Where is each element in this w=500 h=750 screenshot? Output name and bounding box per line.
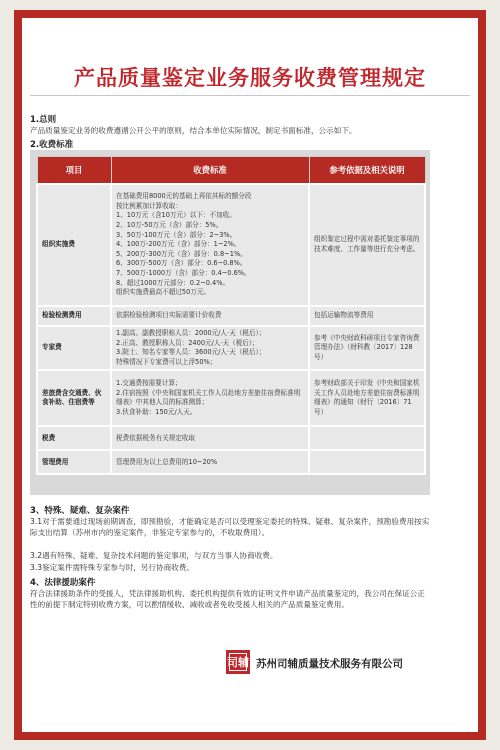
section3-paragraph-2: 3.2遇有特殊、疑难、复杂技术问题的鉴定事项，与双方当事人协商收费。 xyxy=(30,551,278,560)
row-standard: 管理费用为以上总费用的10~20% xyxy=(111,450,309,474)
row-item: 税费 xyxy=(37,426,111,450)
section4-text: 符合法律援助条件的受援人，凭法律援助机构、委托机构提供有效的证明文件申请产品质量鉴定的，我公司在保证公正性的前提下制定特别收费方案，可以酌情缓收、减收或者免收受援人相关的产品质量鉴定费用。 xyxy=(30,589,425,609)
header-note: 参考依据及相关说明 xyxy=(309,157,425,185)
row-item: 管理费用 xyxy=(37,450,111,474)
row-standard: 1.副高、副教授职称人员：2000元/人·天（税后）； 2.正高、教授职称人员：2400元/人·天（税后）； 3.院士、知名专家等人员：3600元/人·天（税后）； 特殊情况下专家费可以上浮50%； xyxy=(111,326,309,370)
section3-paragraph-3: 3.3鉴定案件需特殊专家参与时，另行协商收费。 xyxy=(30,563,194,572)
section1-text: 产品质量鉴定业务的收费遵循公开公平的原则，结合本单位实际情况，制定书面标准，公示如下。 xyxy=(30,126,357,135)
row-standard: 在基础费用8000元的基础上再依其标的额分段 按比例累加计算收取： 1、10万元（含10万元）以下：不加收。 2、10万-50万元（含）部分：5%。 3、50万-100万元（含）部分：2~3%。 4、100万-200万元（含）部分：1~2%。 5、200万-300万元（含）部分：0.8~1%。 6、300万-500万（含）部分：0.6~0.8%。 7、500万-1000万（含）部分：0.4~0.6%。 8、超过1000万元部分：0.2~0.4%。 组织实施费最高不超过50万元。 xyxy=(111,184,309,306)
row-note xyxy=(309,450,425,474)
row-note: 参考《中央财政科研项目专家咨询费管理办法》（财科教〔2017〕128号） xyxy=(309,326,425,370)
row-note: 参考财政部关于印发《中央和国家机关工作人员赴地方差旅住宿费标准明细表》的通知（财行〔2016〕71号） xyxy=(309,370,425,426)
header-standard: 收费标准 xyxy=(111,157,309,185)
table-row xyxy=(37,450,425,474)
section1-heading: 1.总则 xyxy=(30,115,57,125)
row-standard: 依据检验检测项目实际需要计价收费 xyxy=(111,306,309,326)
title-divider xyxy=(30,95,470,96)
table-row xyxy=(37,306,425,326)
row-standard: 税费依据税务有关规定收取 xyxy=(111,426,309,450)
row-item: 组织实施费 xyxy=(37,184,111,306)
fee-table xyxy=(36,156,426,475)
table-row xyxy=(37,184,425,306)
row-item: 专家费 xyxy=(37,326,111,370)
table-row xyxy=(37,326,425,370)
row-note: 组织鉴定过程中需对委托鉴定事项的技术难度、工作量等进行充分考虑。 xyxy=(309,184,425,306)
section3-paragraph-1: 3.1对于需要通过现场前期调查，即预勘验，才能确定是否可以受理鉴定委托的特殊、疑难、复杂案件，预勘验费用按实际支出结算（苏州市内的鉴定案件，非鉴定专家参与的，不收取费用）。 xyxy=(30,517,430,537)
row-item: 差旅费含交通费、伙食补助、住宿费等 xyxy=(37,370,111,426)
row-note: 包括运输物流等费用 xyxy=(309,306,425,326)
company-name: 苏州司辅质量技术服务有限公司 xyxy=(256,658,403,670)
section4-heading: 4、法律援助案件 xyxy=(30,578,96,588)
row-note xyxy=(309,426,425,450)
page-title: 产品质量鉴定业务服务收费管理规定 xyxy=(74,66,426,90)
section2-heading: 2.收费标准 xyxy=(30,140,74,150)
company-logo xyxy=(226,650,250,674)
row-standard: 1.交通费按需要计算； 2.住宿按照《中央和国家机关工作人员赴地方差旅住宿费标准明细表》中其他人员的标准测算； 3.伙食补助：150元/人天。 xyxy=(111,370,309,426)
header-item: 项目 xyxy=(37,157,111,185)
table-row xyxy=(37,370,425,426)
section3-heading: 3、特殊、疑难、复杂案件 xyxy=(30,506,130,516)
row-item: 检验检测费用 xyxy=(37,306,111,326)
table-row xyxy=(37,426,425,450)
logo-text: 司辅 xyxy=(227,656,249,669)
table-header-row xyxy=(37,157,425,185)
